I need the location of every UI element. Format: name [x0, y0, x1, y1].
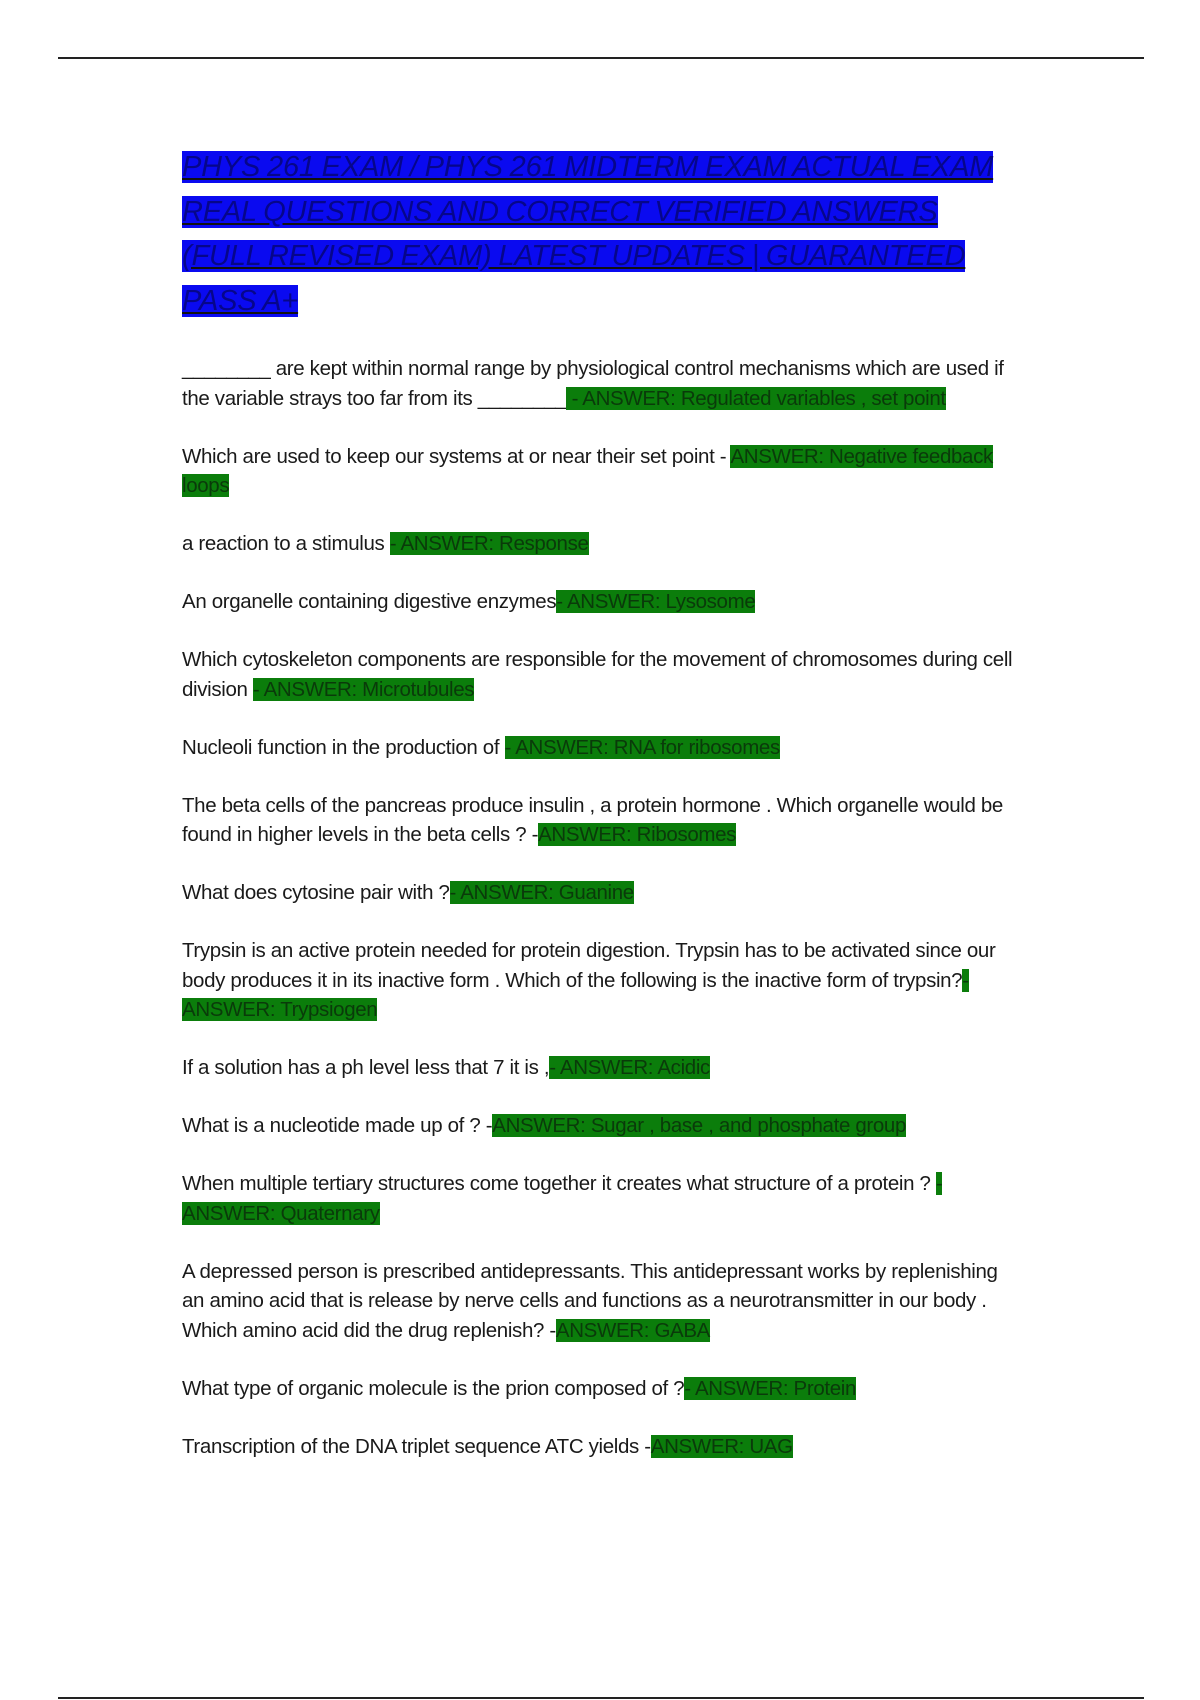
- question-text: Transcription of the DNA triplet sequence ATC yields -: [182, 1434, 651, 1458]
- answer-highlight: - ANSWER: Quaternary: [182, 1172, 943, 1225]
- answer-highlight: - ANSWER: RNA for ribosomes: [504, 735, 780, 759]
- question-text: When multiple tertiary structures come together it creates what structure of a protein ?: [182, 1172, 936, 1195]
- answer-highlight: - ANSWER: Microtubules: [252, 677, 475, 701]
- answer-highlight: - ANSWER: Lysosome: [556, 590, 756, 613]
- question-text: An organelle containing digestive enzymes: [182, 590, 557, 613]
- qa-item: [182, 645, 1022, 704]
- answer-highlight: - ANSWER: Regulated variables , set point: [566, 386, 946, 410]
- qa-item: [182, 1257, 1022, 1346]
- qa-item: [182, 1111, 1022, 1141]
- bottom-rule: [58, 1697, 1144, 1699]
- question-text: A depressed person is prescribed antidepressants. This antidepressant works by replenishing an amino acid that is release by nerve cells and functions as a neurotransmitter in our body . Which amino acid did the drug replenish? -: [182, 1259, 998, 1342]
- question-text: The beta cells of the pancreas produce insulin , a protein hormone . Which organelle would be found in higher levels in the beta cells ? -: [182, 793, 1003, 846]
- top-rule: [58, 57, 1144, 59]
- qa-item: [182, 1432, 1022, 1462]
- question-text: Nucleoli function in the production of: [182, 735, 505, 759]
- qa-item: [182, 587, 1022, 617]
- qa-item: [182, 1169, 1022, 1228]
- answer-highlight: ANSWER: Sugar , base , and phosphate group: [492, 1114, 907, 1137]
- question-text: ________ are kept within normal range by physiological control mechanisms which are used if the variable strays too far from its ________: [182, 357, 1004, 410]
- question-text: What does cytosine pair with ?: [182, 881, 450, 904]
- answer-highlight: - ANSWER: Acidic: [549, 1056, 710, 1079]
- question-text: Which are used to keep our systems at or near their set point -: [182, 444, 731, 468]
- question-text: a reaction to a stimulus: [182, 532, 390, 555]
- answer-highlight: ANSWER: UAG: [650, 1434, 793, 1458]
- qa-item: [182, 791, 1022, 850]
- question-text: What is a nucleotide made up of ? -: [182, 1114, 493, 1137]
- answer-highlight: - ANSWER: Protein: [684, 1376, 857, 1400]
- question-text: What type of organic molecule is the prion composed of ?: [182, 1376, 685, 1400]
- qa-list: [182, 354, 1022, 1461]
- document-title: [182, 145, 1022, 323]
- qa-item: [182, 1374, 1022, 1404]
- qa-item: [182, 936, 1022, 1025]
- title-highlight: PHYS 261 EXAM / PHYS 261 MIDTERM EXAM ACTUAL EXAM REAL QUESTIONS AND CORRECT VERIFIED ANSWERS (FULL REVISED EXAM) LATEST UPDATES | GUARANTEED PASS A+: [182, 151, 994, 317]
- answer-highlight: ANSWER: Negative feedback loops: [182, 444, 993, 497]
- question-text: Trypsin is an active protein needed for protein digestion. Trypsin has to be activated since our body produces it in its inactive form . Which of the following is the inactive form of trypsin?: [182, 939, 996, 992]
- qa-item: [182, 529, 1022, 559]
- answer-highlight: ANSWER: Ribosomes: [538, 823, 737, 846]
- document-body: [182, 145, 1022, 1490]
- question-text: Which cytoskeleton components are responsible for the movement of chromosomes during cell division: [182, 648, 1013, 701]
- qa-item: [182, 878, 1022, 908]
- qa-item: [182, 442, 1022, 501]
- qa-item: [182, 733, 1022, 763]
- answer-highlight: - ANSWER: Response: [389, 532, 589, 555]
- answer-highlight: - ANSWER: Guanine: [449, 881, 634, 904]
- qa-item: [182, 354, 1022, 413]
- qa-item: [182, 1053, 1022, 1083]
- answer-highlight: ANSWER: GABA: [555, 1318, 711, 1342]
- question-text: If a solution has a ph level less that 7 it is ,: [182, 1056, 550, 1079]
- answer-highlight: - ANSWER: Trypsiogen: [182, 968, 969, 1021]
